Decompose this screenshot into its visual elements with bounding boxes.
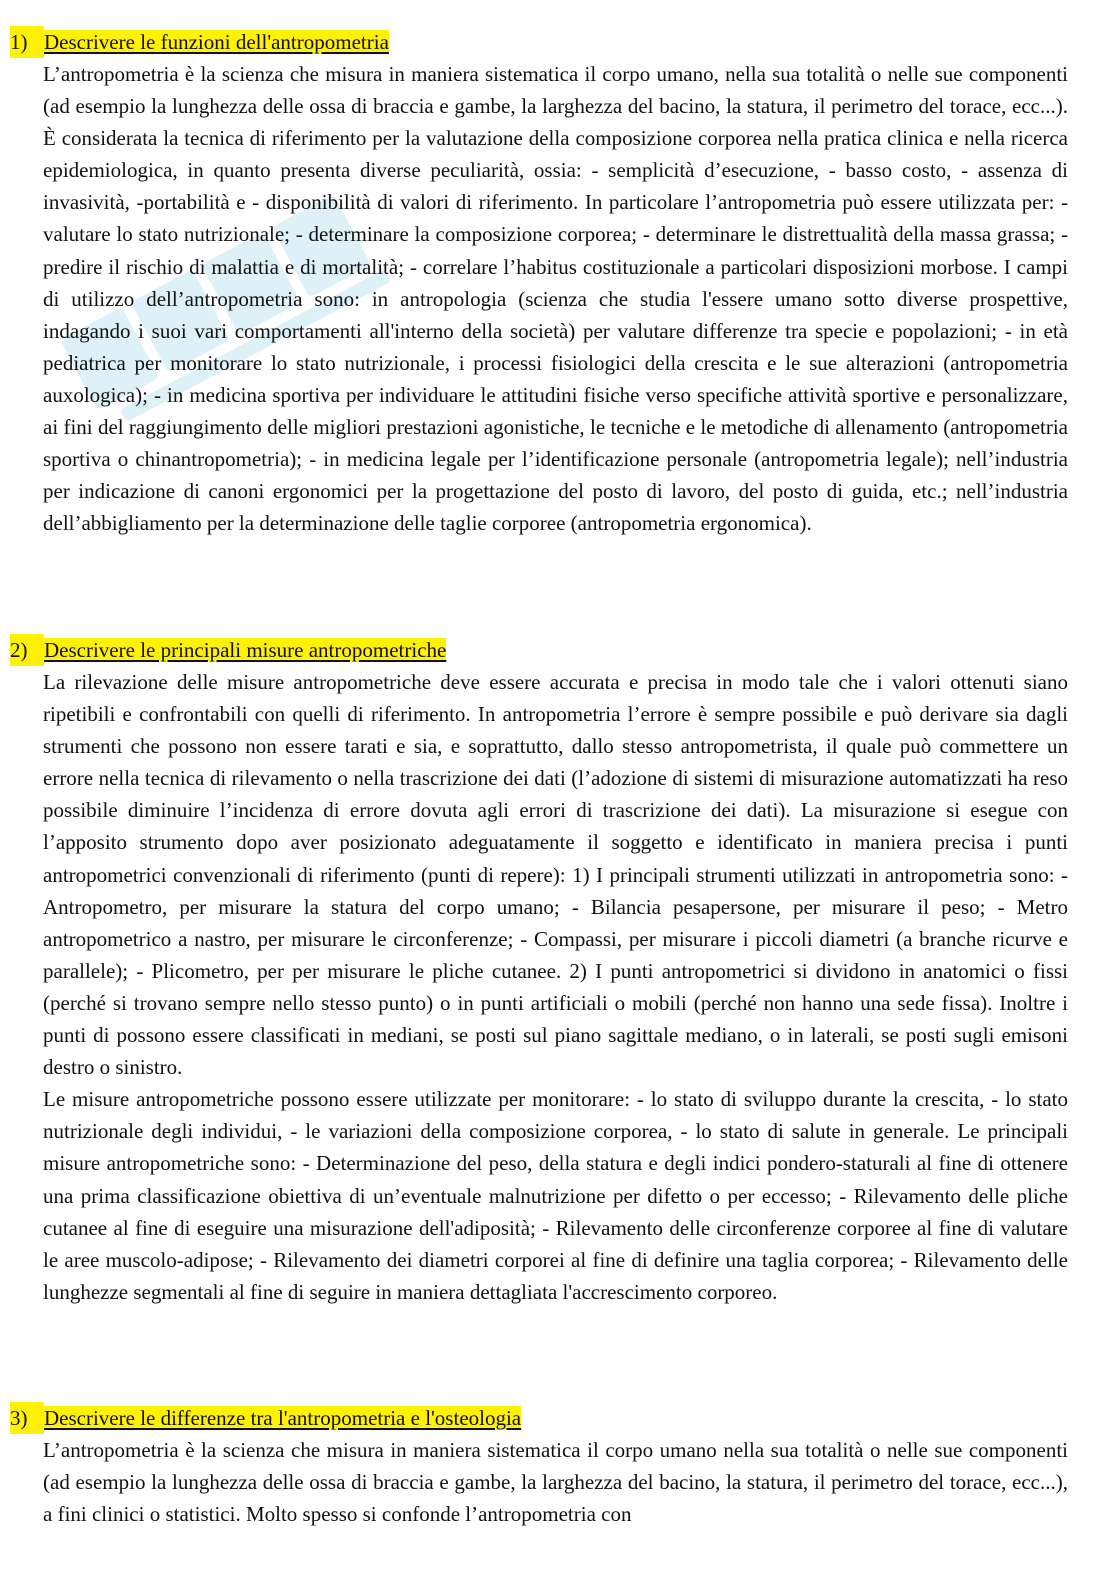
section-1 xyxy=(10,26,1068,539)
section-heading xyxy=(10,1402,1068,1434)
section-title: Descrivere le principali misure antropometriche xyxy=(44,638,447,662)
section-2 xyxy=(10,634,1068,1308)
section-number: 1) xyxy=(10,26,44,58)
section-title: Descrivere le differenze tra l'antropometria e l'osteologia xyxy=(44,1406,522,1430)
section-paragraph: Le misure antropometriche possono essere utilizzate per monitorare: - lo stato di sviluppo durante la crescita, - lo stato nutrizionale degli individui, - le variazioni della composizione corporea, - lo stato di salute in generale. Le principali misure antropometriche sono: - Determinazione del peso, della statura e degli indici pondero-staturali al fine di ottenere una prima classificazione obiettiva di un’eventuale malnutrizione per difetto o per eccesso; - Rilevamento delle pliche cutanee al fine di eseguire una misurazione dell'adiposità; - Rilevamento delle circonferenze corporee al fine di valutare le aree muscolo-adipose; - Rilevamento dei diametri corporei al fine di definire una taglia corporea; - Rilevamento delle lunghezze segmentali al fine di seguire in maniera dettagliata l'accrescimento corporeo. xyxy=(43,1087,1068,1304)
section-title: Descrivere le funzioni dell'antropometria xyxy=(44,30,389,54)
section-paragraph: La rilevazione delle misure antropometriche deve essere accurata e precisa in modo tale che i valori ottenuti siano ripetibili e confrontabili con quelli di riferimento. In antropometria l’errore è sempre possibile e può derivare sia dagli strumenti che possono non essere tarati e sia, e soprattutto, dallo stesso antropometrista, il quale può commettere un errore nella tecnica di rilevamento o nella trascrizione dei dati (l’adozione di sistemi di misurazione automatizzati ha reso possibile diminuire l’incidenza di errore dovuta agli errori di trascrizione dei dati). La misurazione si esegue con l’apposito strumento dopo aver posizionato adeguatamente il soggetto e identificato in maniera precisa i punti antropometrici convenzionali di riferimento (punti di repere): 1) I principali strumenti utilizzati in antropometria sono: - Antropometro, per misurare la statura del corpo umano; - Bilancia pesapersone, per misurare il peso; - Metro antropometrico a nastro, per misurare le circonferenze; - Compassi, per misurare i piccoli diametri (a branche ricurve e parallele); - Plicometro, per per misurare le pliche cutanee. 2) I punti antropometrici si dividono in anatomici o fissi (perché si trovano sempre nello stesso punto) o in punti artificiali o mobili (perché non hanno una sede fissa). Inoltre i punti di possono essere classificati in mediani, se posti sul piano sagittale mediano, o in laterali, se posti sugli emisoni destro o sinistro. xyxy=(43,670,1068,1080)
section-heading xyxy=(10,634,1068,666)
section-paragraph: L’antropometria è la scienza che misura in maniera sistematica il corpo umano nella sua totalità o nelle sue componenti (ad esempio la lunghezza delle ossa di braccia e gambe, la larghezza del bacino, la statura, il perimetro del torace, ecc...), a fini clinici o statistici. Molto spesso si confonde l’antropometria con xyxy=(43,1438,1068,1527)
section-number: 2) xyxy=(10,634,44,666)
section-paragraph: L’antropometria è la scienza che misura in maniera sistematica il corpo umano, nella sua totalità o nelle sue componenti (ad esempio la lunghezza delle ossa di braccia e gambe, la larghezza del bacino, la statura, il perimetro del torace, ecc...). È considerata la tecnica di riferimento per la valutazione della composizione corporea nella pratica clinica e nella ricerca epidemiologica, in quanto presenta diverse peculiarità, ossia: - semplicità d’esecuzione, - basso costo, - assenza di invasività, -portabilità e - disponibilità di valori di riferimento. In particolare l’antropometria può essere utilizzata per: - valutare lo stato nutrizionale; - determinare la composizione corporea; - determinare le distrettualità della massa grassa; - predire il rischio di malattia e di mortalità; - correlare l’habitus costituzionale a particolari disposizioni morbose. I campi di utilizzo dell’antropometria sono: in antropologia (scienza che studia l'essere umano sotto diverse prospettive, indagando i suoi vari comportamenti all'interno della società) per valutare differenze tra specie e popolazioni; - in età pediatrica per monitorare lo stato nutrizionale, i processi fisiologici della crescita e le sue alterazioni (antropometria auxologica); - in medicina sportiva per individuare le attitudini fisiche verso specifiche attività sportive e personalizzare, ai fini del raggiungimento delle migliori prestazioni agonistiche, le tecniche e le metodiche di allenamento (antropometria sportiva o chinantropometria); - in medicina legale per l’identificazione personale (antropometria legale); nell’industria per indicazione di canoni ergonomici per la progettazione del posto di lavoro, del posto di guida, etc.; nell’industria dell’abbigliamento per la determinazione delle taglie corporee (antropometria ergonomica). xyxy=(43,62,1068,536)
section-heading xyxy=(10,26,1068,58)
section-3 xyxy=(10,1402,1068,1530)
section-number: 3) xyxy=(10,1402,44,1434)
